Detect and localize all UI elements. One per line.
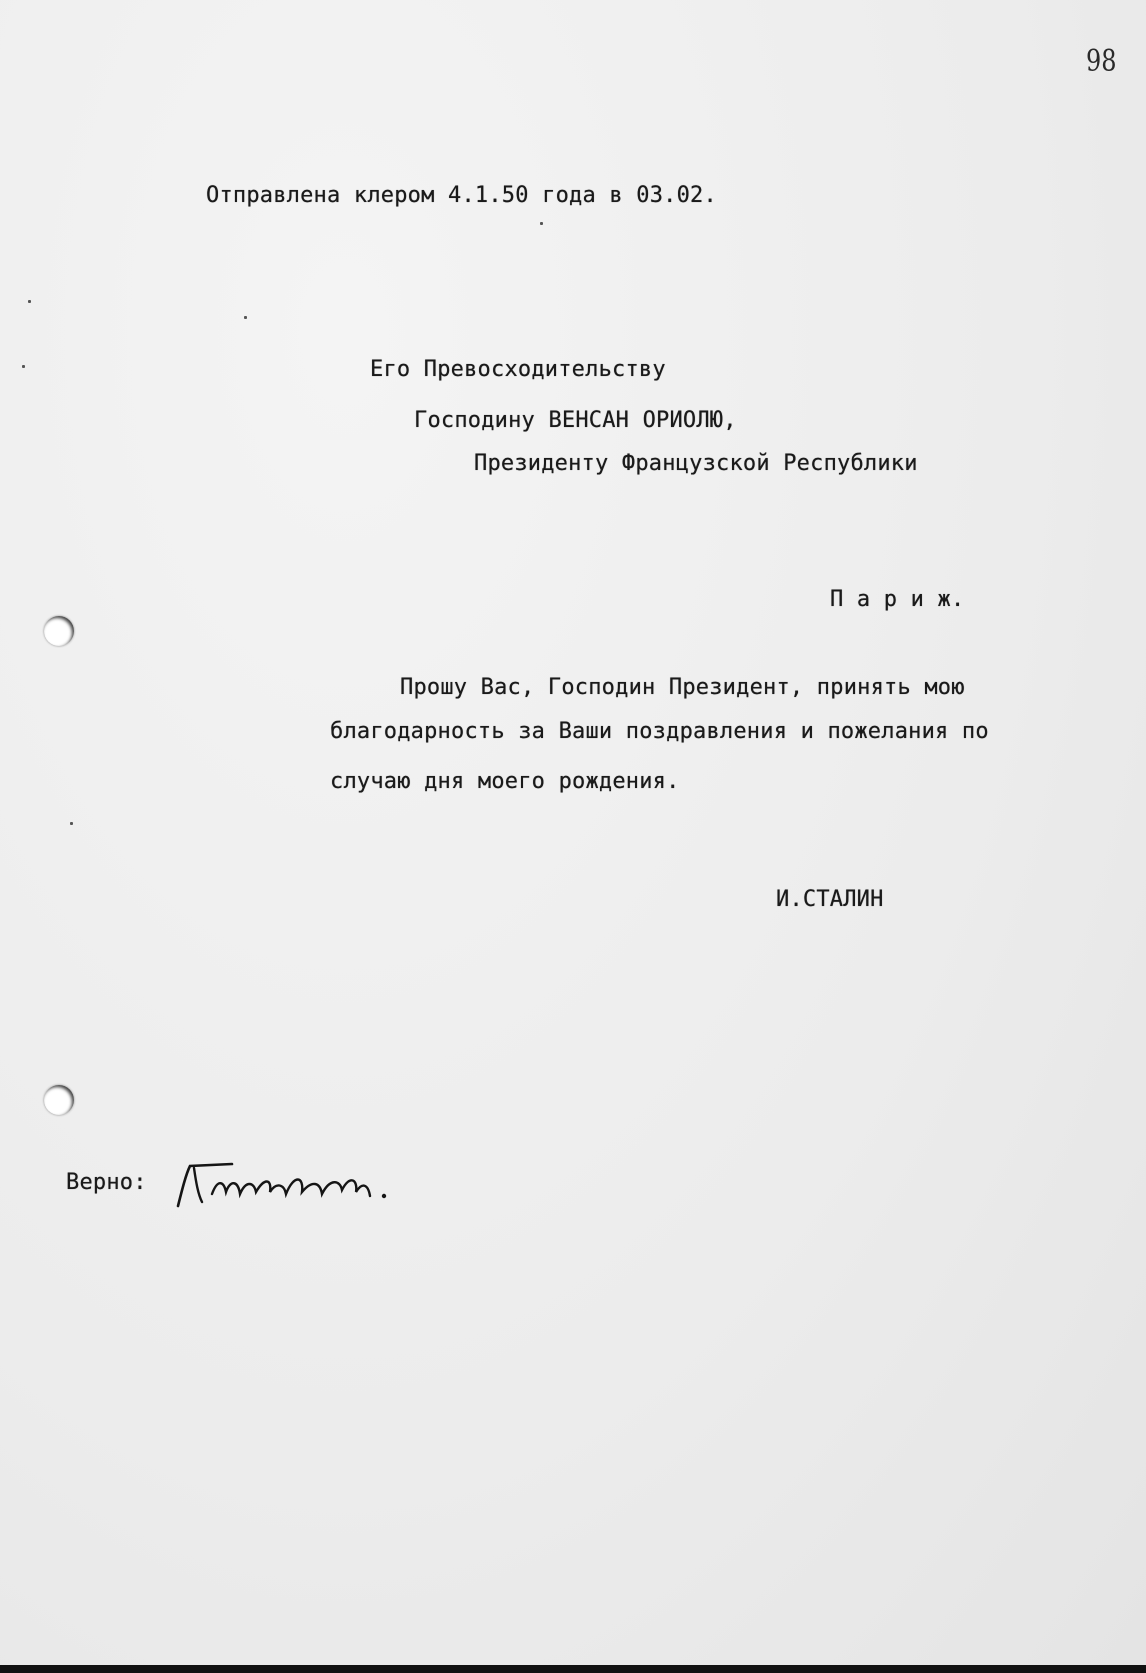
body-line-1: Прошу Вас, Господин Президент, принять мою: [400, 675, 965, 700]
address-line-2: Господину ВЕНСАН ОРИОЛЮ,: [414, 408, 737, 433]
body-line-3: случаю дня моего рождения.: [330, 769, 680, 794]
certification-label: Верно:: [66, 1170, 147, 1195]
signatory-name: И.СТАЛИН: [776, 887, 884, 912]
punch-hole: [44, 1085, 74, 1115]
handwritten-signature: [172, 1160, 407, 1218]
scan-edge: [0, 1665, 1146, 1673]
page-number: 98: [1086, 44, 1117, 79]
city-name: П а р и ж.: [830, 587, 965, 612]
paper-speck: [28, 300, 31, 303]
paper-speck: [22, 365, 25, 368]
body-line-2: благодарность за Ваши поздравления и пожелания по: [330, 719, 989, 744]
address-line-3: Президенту Французской Республики: [474, 451, 918, 476]
paper-speck: [244, 316, 247, 319]
paper-speck: [540, 222, 543, 225]
dispatch-note: Отправлена клером 4.1.50 года в 03.02.: [206, 183, 717, 208]
address-line-1: Его Превосходительству: [370, 357, 666, 382]
paper-speck: [70, 822, 73, 825]
punch-hole: [44, 616, 74, 646]
